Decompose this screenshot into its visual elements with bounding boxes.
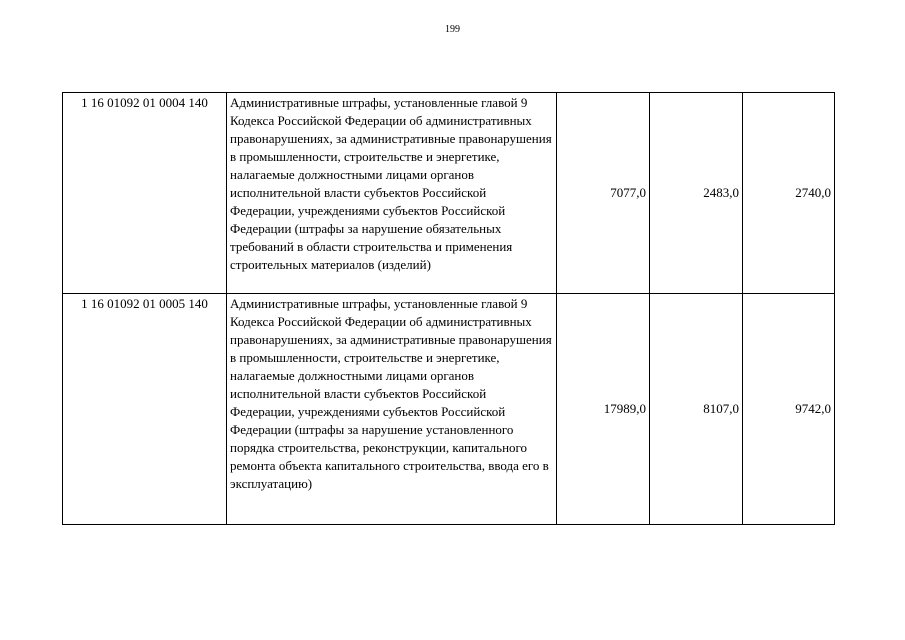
page-number: 199: [445, 24, 460, 35]
table-row: [63, 294, 835, 525]
amount-year-2: 2483,0: [650, 93, 743, 294]
budget-classification-code: 1 16 01092 01 0005 140: [63, 294, 227, 525]
budget-classification-code: 1 16 01092 01 0004 140: [63, 93, 227, 294]
amount-year-2: 8107,0: [650, 294, 743, 525]
amount-year-1: 17989,0: [557, 294, 650, 525]
table-row: [63, 93, 835, 294]
amount-year-1: 7077,0: [557, 93, 650, 294]
revenue-description: Административные штрафы, установленные главой 9 Кодекса Российской Федерации об административных правонарушениях, за административные правонарушения в промышленности, строительстве и энергетике, налагаемые должностными лицами органов исполнительной власти субъектов Российской Федерации, учреждениями субъектов Российской Федерации (штрафы за нарушение установленного порядка строительства, реконструкции, капитального ремонта объекта капитального строительства, ввода его в эксплуатацию): [227, 294, 557, 525]
budget-revenue-table: [62, 92, 835, 525]
amount-year-3: 2740,0: [743, 93, 835, 294]
revenue-description: Административные штрафы, установленные главой 9 Кодекса Российской Федерации об административных правонарушениях, за административные правонарушения в промышленности, строительстве и энергетике, налагаемые должностными лицами органов исполнительной власти субъектов Российской Федерации, учреждениями субъектов Российской Федерации (штрафы за нарушение обязательных требований в области строительства и применения строительных материалов (изделий): [227, 93, 557, 294]
amount-year-3: 9742,0: [743, 294, 835, 525]
